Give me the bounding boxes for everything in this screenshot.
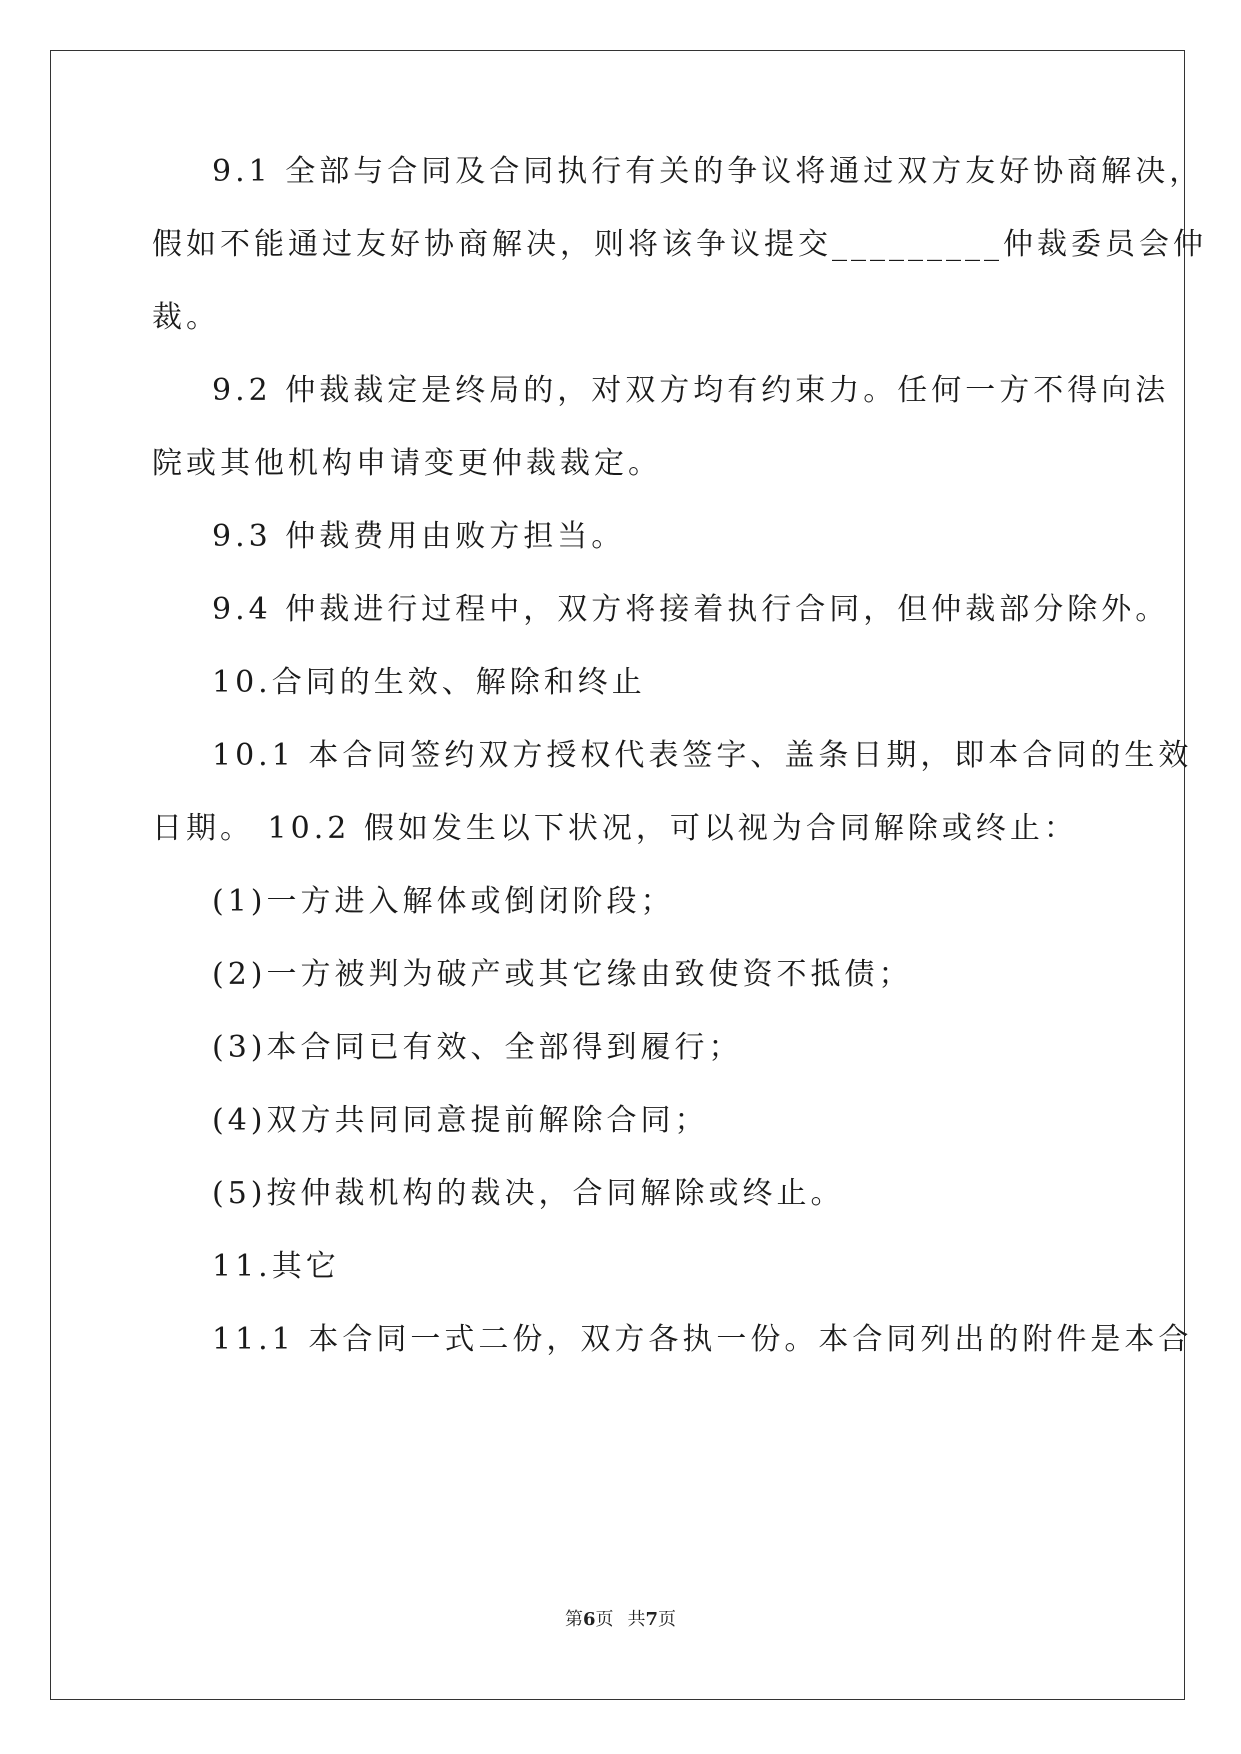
footer-page-current: 6 [582, 1609, 596, 1630]
list-item-1: (1)一方进入解体或倒闭阶段； [212, 884, 675, 919]
footer-page-total: 7 [645, 1609, 659, 1630]
list-item-5: (5)按仲裁机构的裁决，合同解除或终止。 [212, 1176, 845, 1211]
paragraph-9-2-line-2: 院或其他机构申请变更仲裁裁定。 [152, 446, 662, 481]
paragraph-11-1-line-1: 11.1 本合同一式二份，双方各执一份。本合同列出的附件是本合 [212, 1322, 1193, 1357]
paragraph-10-1-line-1: 10.1 本合同签约双方授权代表签字、盖条日期，即本合同的生效 [212, 738, 1193, 773]
footer-page-prefix: 第 [564, 1609, 583, 1630]
list-item-4: (4)双方共同同意提前解除合同； [212, 1103, 709, 1138]
paragraph-9-1-line-2: 假如不能通过友好协商解决，则将该争议提交_________仲裁委员会仲 [152, 227, 1207, 262]
section-10-heading: 10.合同的生效、解除和终止 [212, 665, 646, 700]
paragraph-9-1-line-3: 裁。 [152, 300, 220, 335]
paragraph-10-1-line-2: 日期。 10.2 假如发生以下状况，可以视为合同解除或终止： [152, 811, 1078, 846]
paragraph-9-4: 9.4 仲裁进行过程中，双方将接着执行合同，但仲裁部分除外。 [212, 592, 1170, 627]
footer-page-suffix: 页 [595, 1609, 614, 1630]
paragraph-9-1-line-1: 9.1 全部与合同及合同执行有关的争议将通过双方友好协商解决， [212, 154, 1204, 189]
list-item-3: (3)本合同已有效、全部得到履行； [212, 1030, 743, 1065]
paragraph-9-2-line-1: 9.2 仲裁裁定是终局的，对双方均有约束力。任何一方不得向法 [212, 373, 1170, 408]
page-border [50, 50, 1185, 1700]
section-11-heading: 11.其它 [212, 1249, 340, 1284]
list-item-2: (2)一方被判为破产或其它缘由致使资不抵债； [212, 957, 913, 992]
footer-total-suffix: 页 [658, 1609, 677, 1630]
footer-total-prefix: 共 [627, 1609, 646, 1630]
page-footer [0, 1605, 1241, 1631]
paragraph-9-3: 9.3 仲裁费用由败方担当。 [212, 519, 626, 554]
